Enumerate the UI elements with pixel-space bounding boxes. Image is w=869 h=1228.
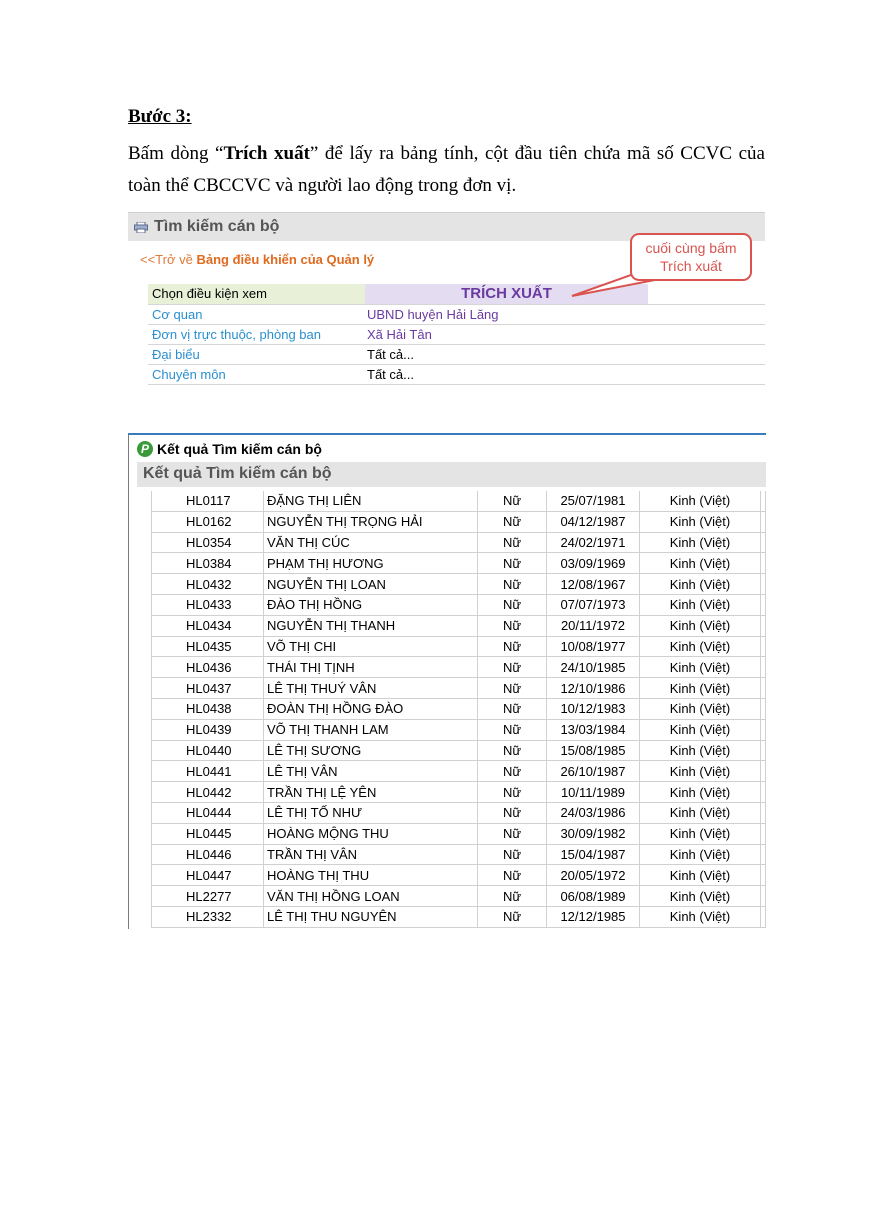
row-spacer bbox=[761, 511, 766, 532]
condition-header-row bbox=[148, 284, 765, 304]
gender-cell: Nữ bbox=[478, 886, 547, 907]
result-subheader bbox=[137, 462, 766, 487]
birth-date-cell: 10/12/1983 bbox=[547, 698, 640, 719]
condition-value[interactable]: Tất cả... bbox=[367, 366, 414, 382]
staff-code-cell: HL2277 bbox=[152, 886, 264, 907]
ethnicity-cell: Kinh (Việt) bbox=[640, 802, 761, 823]
staff-name-cell: LÊ THỊ VÂN bbox=[264, 761, 478, 782]
row-spacer bbox=[761, 740, 766, 761]
table-row[interactable] bbox=[152, 782, 766, 803]
ethnicity-cell: Kinh (Việt) bbox=[640, 823, 761, 844]
birth-date-cell: 25/07/1981 bbox=[547, 491, 640, 511]
staff-code-cell: HL0447 bbox=[152, 865, 264, 886]
table-row[interactable] bbox=[152, 823, 766, 844]
gender-cell: Nữ bbox=[478, 553, 547, 574]
condition-table bbox=[148, 284, 765, 385]
table-row[interactable] bbox=[152, 761, 766, 782]
row-spacer bbox=[761, 594, 766, 615]
staff-code-cell: HL0437 bbox=[152, 678, 264, 699]
row-spacer bbox=[761, 657, 766, 678]
table-row[interactable] bbox=[152, 886, 766, 907]
birth-date-cell: 12/10/1986 bbox=[547, 678, 640, 699]
instruction-text-after: ” để lấy ra bảng tính, cột đầu tiên chứa mã số CCVC của toàn thể CBCCVC và người lao động trong đơn vị. bbox=[128, 143, 765, 196]
result-panel bbox=[128, 433, 766, 929]
birth-date-cell: 20/05/1972 bbox=[547, 865, 640, 886]
birth-date-cell: 15/08/1985 bbox=[547, 740, 640, 761]
table-row[interactable] bbox=[152, 553, 766, 574]
condition-row bbox=[148, 364, 765, 384]
row-spacer bbox=[761, 615, 766, 636]
gender-cell: Nữ bbox=[478, 615, 547, 636]
ethnicity-cell: Kinh (Việt) bbox=[640, 574, 761, 595]
gender-cell: Nữ bbox=[478, 698, 547, 719]
staff-code-cell: HL0162 bbox=[152, 511, 264, 532]
table-row[interactable] bbox=[152, 574, 766, 595]
condition-row bbox=[148, 304, 765, 324]
result-table bbox=[151, 491, 766, 928]
printer-icon bbox=[134, 222, 148, 233]
staff-name-cell: PHẠM THỊ HƯƠNG bbox=[264, 553, 478, 574]
p-logo-icon: P bbox=[137, 441, 153, 457]
staff-name-cell: LÊ THỊ THU NGUYÊN bbox=[264, 906, 478, 927]
condition-value[interactable]: Tất cả... bbox=[367, 346, 414, 362]
gender-cell: Nữ bbox=[478, 823, 547, 844]
callout-line-1: cuối cùng bấm bbox=[645, 240, 737, 256]
table-row[interactable] bbox=[152, 698, 766, 719]
row-spacer bbox=[761, 782, 766, 803]
gender-cell: Nữ bbox=[478, 740, 547, 761]
staff-name-cell: LÊ THỊ SƯƠNG bbox=[264, 740, 478, 761]
birth-date-cell: 20/11/1972 bbox=[547, 615, 640, 636]
staff-code-cell: HL2332 bbox=[152, 906, 264, 927]
staff-code-cell: HL0436 bbox=[152, 657, 264, 678]
result-title bbox=[137, 441, 322, 457]
condition-row bbox=[148, 324, 765, 344]
staff-code-cell: HL0441 bbox=[152, 761, 264, 782]
staff-name-cell: VĂN THỊ HỒNG LOAN bbox=[264, 886, 478, 907]
dashboard-link[interactable]: Bảng điều khiển của Quản lý bbox=[196, 252, 375, 267]
gender-cell: Nữ bbox=[478, 844, 547, 865]
staff-name-cell: THÁI THỊ TỊNH bbox=[264, 657, 478, 678]
table-row[interactable] bbox=[152, 844, 766, 865]
back-link[interactable] bbox=[140, 252, 374, 267]
result-subheader-text: Kết quả Tìm kiếm cán bộ bbox=[143, 465, 332, 482]
step-instruction bbox=[128, 138, 765, 202]
staff-name-cell: LÊ THỊ THUÝ VÂN bbox=[264, 678, 478, 699]
staff-name-cell: VÕ THỊ CHI bbox=[264, 636, 478, 657]
gender-cell: Nữ bbox=[478, 594, 547, 615]
birth-date-cell: 04/12/1987 bbox=[547, 511, 640, 532]
table-row[interactable] bbox=[152, 636, 766, 657]
staff-code-cell: HL0444 bbox=[152, 802, 264, 823]
gender-cell: Nữ bbox=[478, 782, 547, 803]
birth-date-cell: 06/08/1989 bbox=[547, 886, 640, 907]
gender-cell: Nữ bbox=[478, 802, 547, 823]
condition-label: Đại biểu bbox=[152, 346, 200, 362]
row-spacer bbox=[761, 574, 766, 595]
gender-cell: Nữ bbox=[478, 532, 547, 553]
birth-date-cell: 24/03/1986 bbox=[547, 802, 640, 823]
table-row[interactable] bbox=[152, 615, 766, 636]
birth-date-cell: 15/04/1987 bbox=[547, 844, 640, 865]
birth-date-cell: 30/09/1982 bbox=[547, 823, 640, 844]
staff-code-cell: HL0442 bbox=[152, 782, 264, 803]
staff-code-cell: HL0446 bbox=[152, 844, 264, 865]
ethnicity-cell: Kinh (Việt) bbox=[640, 906, 761, 927]
ethnicity-cell: Kinh (Việt) bbox=[640, 844, 761, 865]
row-spacer bbox=[761, 532, 766, 553]
table-row[interactable] bbox=[152, 594, 766, 615]
birth-date-cell: 12/08/1967 bbox=[547, 574, 640, 595]
ethnicity-cell: Kinh (Việt) bbox=[640, 532, 761, 553]
ethnicity-cell: Kinh (Việt) bbox=[640, 636, 761, 657]
staff-code-cell: HL0384 bbox=[152, 553, 264, 574]
condition-header-spacer bbox=[648, 284, 765, 304]
birth-date-cell: 10/11/1989 bbox=[547, 782, 640, 803]
staff-code-cell: HL0354 bbox=[152, 532, 264, 553]
table-row[interactable] bbox=[152, 491, 766, 511]
condition-header-label: Chọn điều kiện xem bbox=[148, 284, 365, 304]
row-spacer bbox=[761, 719, 766, 740]
gender-cell: Nữ bbox=[478, 761, 547, 782]
step-heading: Bước 3: bbox=[128, 106, 192, 127]
row-spacer bbox=[761, 865, 766, 886]
ethnicity-cell: Kinh (Việt) bbox=[640, 511, 761, 532]
gender-cell: Nữ bbox=[478, 574, 547, 595]
staff-code-cell: HL0435 bbox=[152, 636, 264, 657]
table-row[interactable] bbox=[152, 906, 766, 927]
table-row[interactable] bbox=[152, 719, 766, 740]
ethnicity-cell: Kinh (Việt) bbox=[640, 886, 761, 907]
row-spacer bbox=[761, 698, 766, 719]
result-title-text: Kết quả Tìm kiếm cán bộ bbox=[157, 441, 322, 457]
condition-label: Cơ quan bbox=[152, 306, 203, 322]
staff-code-cell: HL0432 bbox=[152, 574, 264, 595]
staff-name-cell: HOÀNG THỊ THU bbox=[264, 865, 478, 886]
ethnicity-cell: Kinh (Việt) bbox=[640, 491, 761, 511]
staff-name-cell: HOÀNG MỘNG THU bbox=[264, 823, 478, 844]
staff-code-cell: HL0117 bbox=[152, 491, 264, 511]
table-row[interactable] bbox=[152, 865, 766, 886]
row-spacer bbox=[761, 802, 766, 823]
birth-date-cell: 26/10/1987 bbox=[547, 761, 640, 782]
staff-name-cell: NGUYỄN THỊ LOAN bbox=[264, 574, 478, 595]
row-spacer bbox=[761, 886, 766, 907]
staff-name-cell: TRẦN THỊ VÂN bbox=[264, 844, 478, 865]
callout-line-2: Trích xuất bbox=[660, 258, 722, 274]
birth-date-cell: 10/08/1977 bbox=[547, 636, 640, 657]
row-spacer bbox=[761, 678, 766, 699]
row-spacer bbox=[761, 491, 766, 511]
back-link-prefix: <<Trở về bbox=[140, 252, 197, 267]
staff-code-cell: HL0434 bbox=[152, 615, 264, 636]
staff-name-cell: ĐẶNG THỊ LIÊN bbox=[264, 491, 478, 511]
birth-date-cell: 13/03/1984 bbox=[547, 719, 640, 740]
instruction-bold: Trích xuất bbox=[223, 143, 310, 164]
table-row[interactable] bbox=[152, 657, 766, 678]
ethnicity-cell: Kinh (Việt) bbox=[640, 615, 761, 636]
table-row[interactable] bbox=[152, 678, 766, 699]
row-spacer bbox=[761, 823, 766, 844]
staff-name-cell: ĐOÀN THỊ HỒNG ĐÀO bbox=[264, 698, 478, 719]
gender-cell: Nữ bbox=[478, 906, 547, 927]
gender-cell: Nữ bbox=[478, 657, 547, 678]
ethnicity-cell: Kinh (Việt) bbox=[640, 553, 761, 574]
gender-cell: Nữ bbox=[478, 678, 547, 699]
birth-date-cell: 03/09/1969 bbox=[547, 553, 640, 574]
staff-name-cell: ĐÀO THỊ HỒNG bbox=[264, 594, 478, 615]
ethnicity-cell: Kinh (Việt) bbox=[640, 782, 761, 803]
staff-code-cell: HL0439 bbox=[152, 719, 264, 740]
row-spacer bbox=[761, 761, 766, 782]
staff-name-cell: NGUYỄN THỊ TRỌNG HẢI bbox=[264, 511, 478, 532]
table-row[interactable] bbox=[152, 802, 766, 823]
staff-code-cell: HL0438 bbox=[152, 698, 264, 719]
staff-name-cell: VĂN THỊ CÚC bbox=[264, 532, 478, 553]
search-panel-title: Tìm kiếm cán bộ bbox=[154, 218, 280, 235]
instruction-text-before: Bấm dòng “ bbox=[128, 143, 224, 164]
staff-code-cell: HL0440 bbox=[152, 740, 264, 761]
staff-name-cell: TRẦN THỊ LỆ YÊN bbox=[264, 782, 478, 803]
birth-date-cell: 07/07/1973 bbox=[547, 594, 640, 615]
condition-row bbox=[148, 344, 765, 364]
staff-name-cell: LÊ THỊ TỐ NHƯ bbox=[264, 802, 478, 823]
row-spacer bbox=[761, 636, 766, 657]
birth-date-cell: 12/12/1985 bbox=[547, 906, 640, 927]
ethnicity-cell: Kinh (Việt) bbox=[640, 719, 761, 740]
staff-name-cell: VÕ THỊ THANH LAM bbox=[264, 719, 478, 740]
condition-label: Chuyên môn bbox=[152, 366, 226, 382]
row-spacer bbox=[761, 906, 766, 927]
birth-date-cell: 24/10/1985 bbox=[547, 657, 640, 678]
staff-code-cell: HL0433 bbox=[152, 594, 264, 615]
condition-value[interactable]: UBND huyện Hải Lăng bbox=[367, 306, 499, 322]
table-row[interactable] bbox=[152, 511, 766, 532]
gender-cell: Nữ bbox=[478, 636, 547, 657]
extract-button[interactable]: TRÍCH XUẤT bbox=[365, 284, 648, 304]
table-row[interactable] bbox=[152, 532, 766, 553]
condition-label: Đơn vị trực thuộc, phòng ban bbox=[152, 326, 321, 342]
gender-cell: Nữ bbox=[478, 719, 547, 740]
ethnicity-cell: Kinh (Việt) bbox=[640, 594, 761, 615]
gender-cell: Nữ bbox=[478, 491, 547, 511]
ethnicity-cell: Kinh (Việt) bbox=[640, 678, 761, 699]
birth-date-cell: 24/02/1971 bbox=[547, 532, 640, 553]
condition-value[interactable]: Xã Hải Tân bbox=[367, 326, 432, 342]
callout-note bbox=[630, 233, 752, 281]
ethnicity-cell: Kinh (Việt) bbox=[640, 657, 761, 678]
row-spacer bbox=[761, 553, 766, 574]
ethnicity-cell: Kinh (Việt) bbox=[640, 740, 761, 761]
table-row[interactable] bbox=[152, 740, 766, 761]
gender-cell: Nữ bbox=[478, 511, 547, 532]
ethnicity-cell: Kinh (Việt) bbox=[640, 865, 761, 886]
staff-code-cell: HL0445 bbox=[152, 823, 264, 844]
ethnicity-cell: Kinh (Việt) bbox=[640, 698, 761, 719]
gender-cell: Nữ bbox=[478, 865, 547, 886]
staff-name-cell: NGUYỄN THỊ THANH bbox=[264, 615, 478, 636]
ethnicity-cell: Kinh (Việt) bbox=[640, 761, 761, 782]
row-spacer bbox=[761, 844, 766, 865]
